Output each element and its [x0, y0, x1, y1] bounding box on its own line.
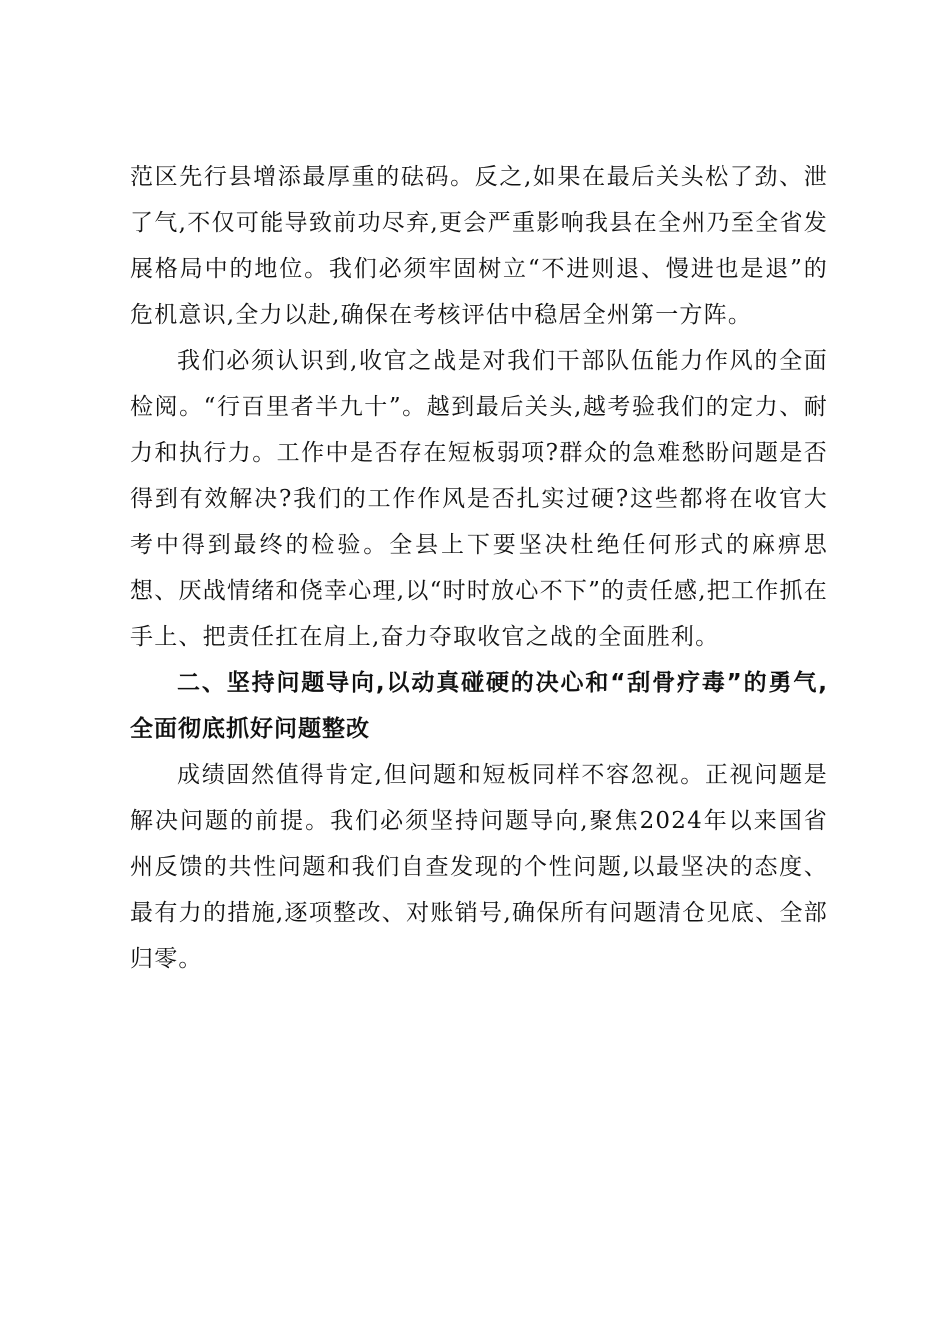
paragraph-final-battle: 我们必须认识到,收官之战是对我们干部队伍能力作风的全面检阅。“行百里者半九十”。越到最后关头,越考验我们的定力、耐力和执行力。工作中是否存在短板弱项?群众的急难愁盼问题是否得到有效解决?我们的工作作风是否扎实过硬?这些都将在收官大考中得到最终的检验。全县上下要坚决杜绝任何形式的麻痹思想、厌战情绪和侥幸心理,以“时时放心不下”的责任感,把工作抓在手上、把责任扛在肩上,奋力夺取收官之战的全面胜利。 — [130, 348, 828, 650]
document-body — [130, 154, 828, 982]
paragraph-continuation: 范区先行县增添最厚重的砝码。反之,如果在最后关头松了劲、泄了气,不仅可能导致前功尽弃,更会严重影响我县在全州乃至全省发展格局中的地位。我们必须牢固树立“不进则退、慢进也是退”的危机意识,全力以赴,确保在考核评估中稳居全州第一方阵。 — [130, 164, 828, 328]
paragraph-problem-rectification: 成绩固然值得肯定,但问题和短板同样不容忽视。正视问题是解决问题的前提。我们必须坚持问题导向,聚焦2024年以来国省州反馈的共性问题和我们自查发现的个性问题,以最坚决的态度、最有力的措施,逐项整改、对账销号,确保所有问题清仓见底、全部归零。 — [130, 762, 828, 972]
section-heading-2: 二、坚持问题导向,以动真碰硬的决心和“刮骨疗毒”的勇气,全面彻底抓好问题整改 — [130, 670, 828, 742]
